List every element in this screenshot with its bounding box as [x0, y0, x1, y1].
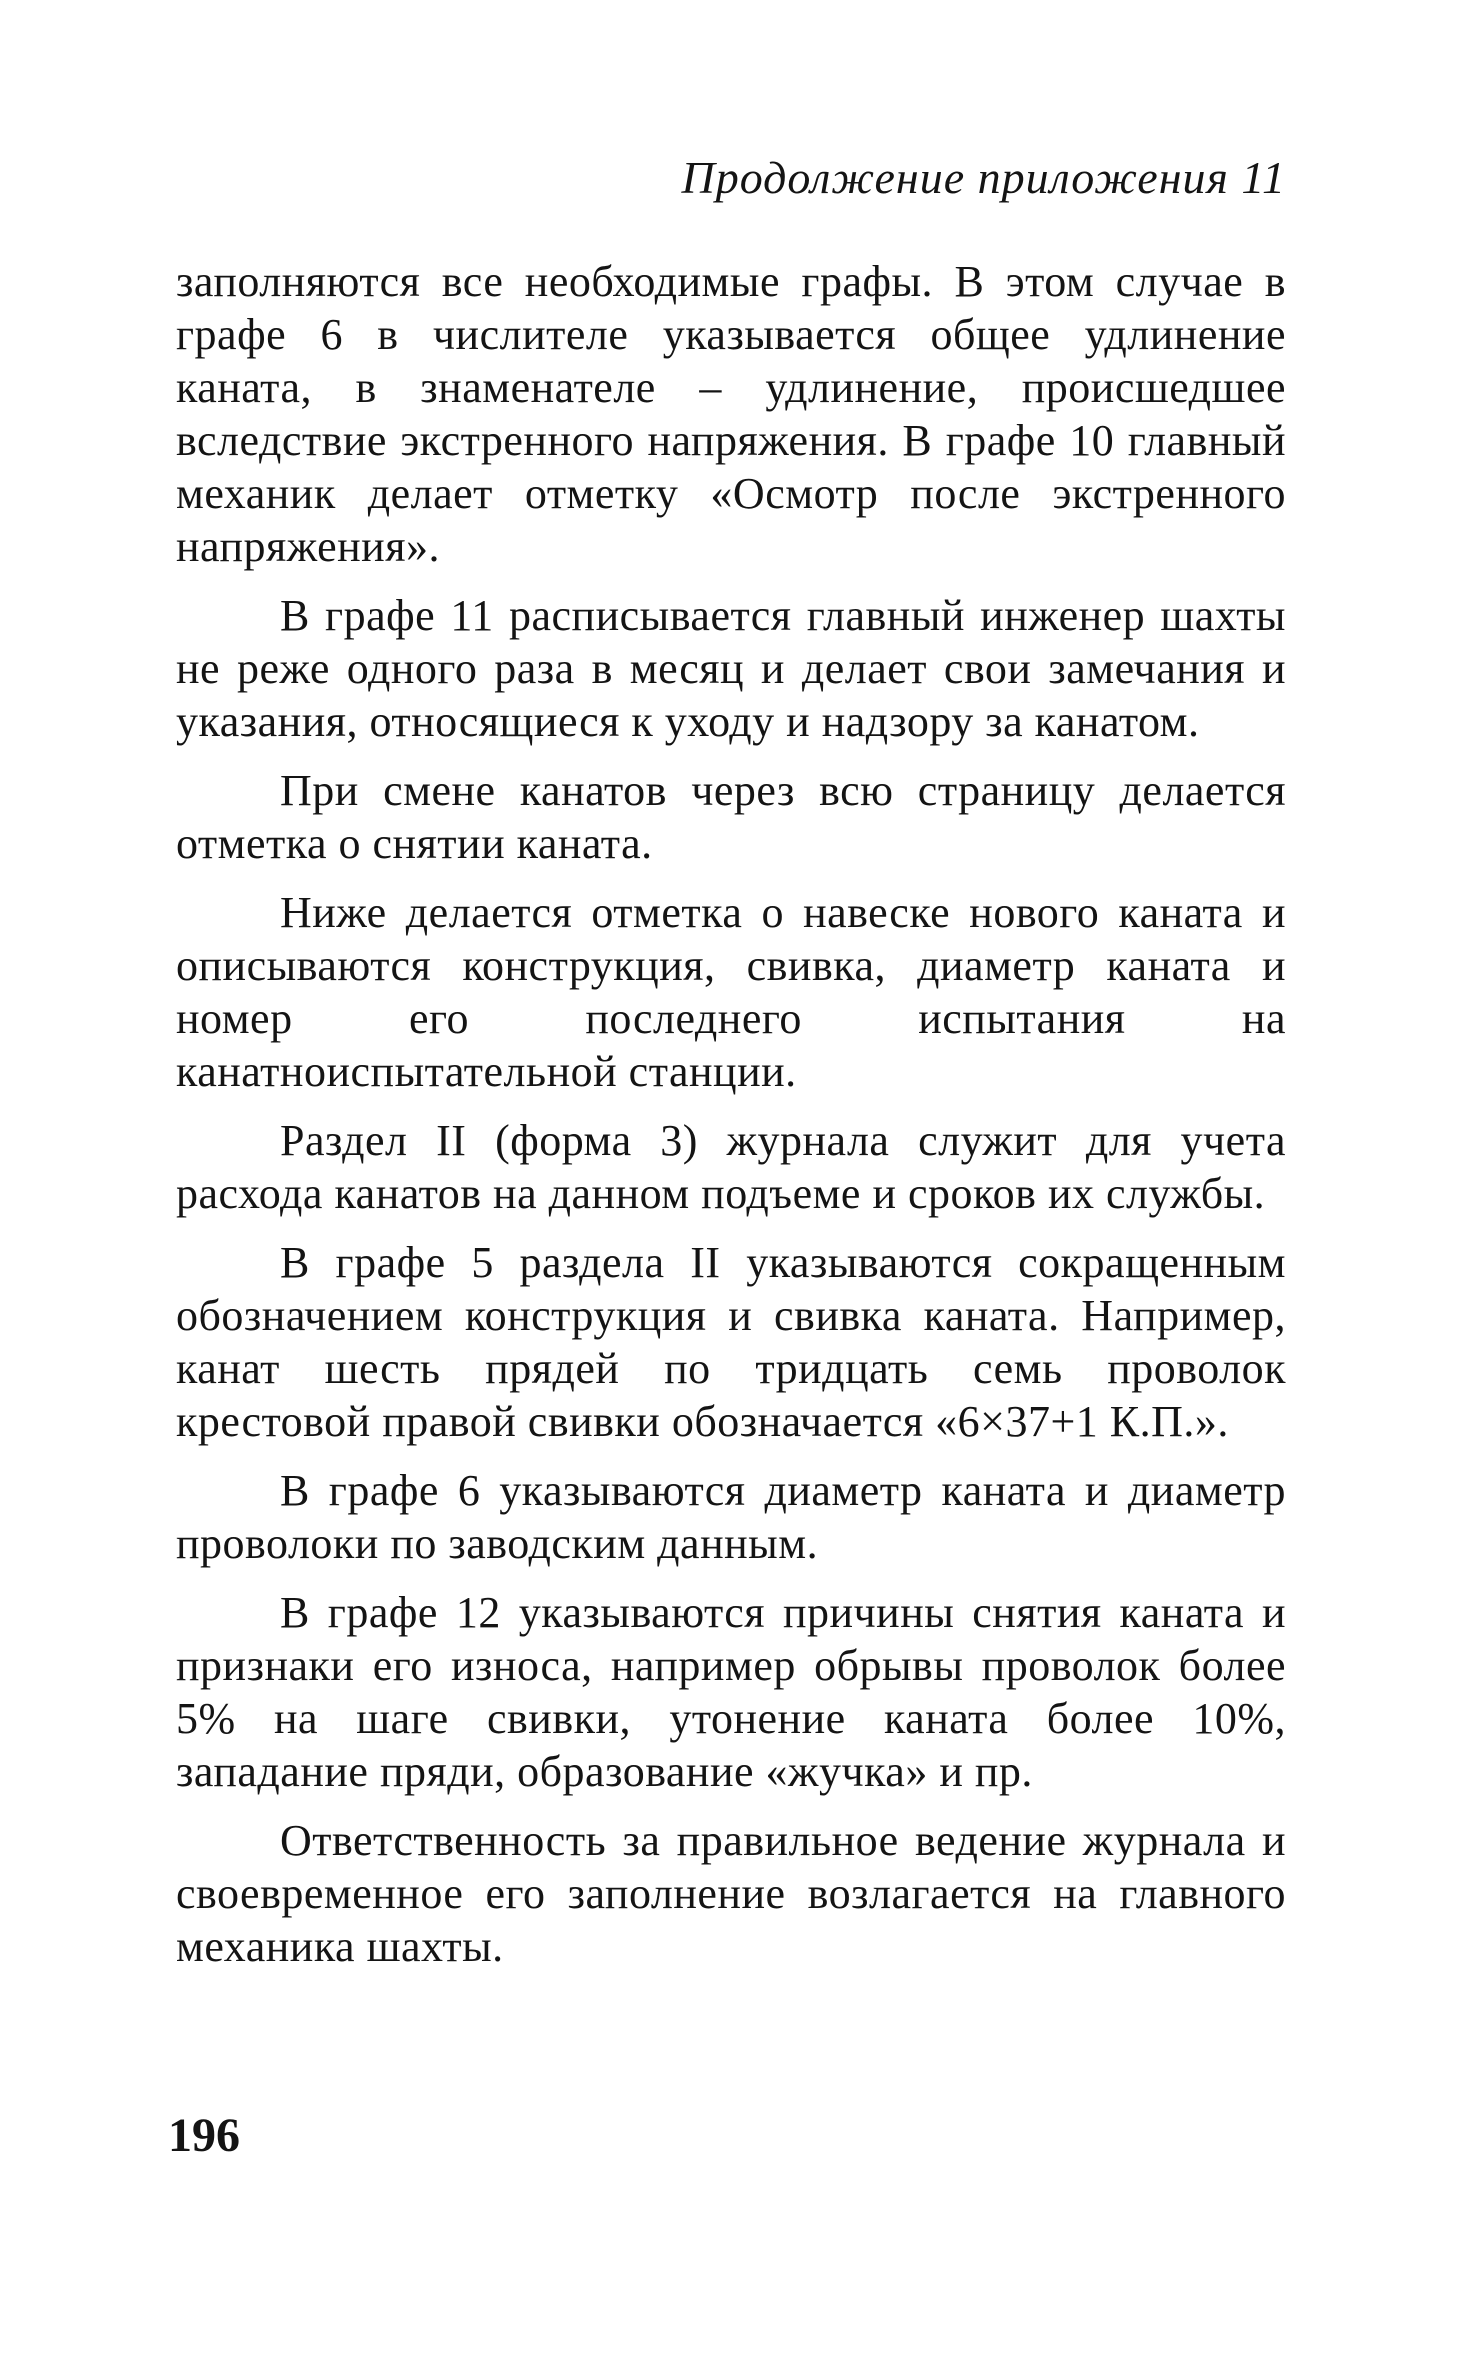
paragraph-section-two: Раздел II (форма 3) журнала служит для учета расхода канатов на данном подъеме и сроков их службы. [176, 1116, 1286, 1218]
paragraph-column-six: В графе 6 указываются диаметр каната и диаметр проволоки по заводским данным. [176, 1466, 1286, 1568]
paragraph-continuation: заполняются все необходимые графы. В этом случае в графе 6 в числителе указывается общее удлинение каната, в знаменателе – удлинение, происшедшее вследствие экстренного напряжения. В графе 10 главный механик делает отметку «Осмотр после экстренного напряжения». [176, 257, 1286, 571]
page-number: 196 [168, 2109, 240, 2162]
paragraph-chief-engineer: В графе 11 расписывается главный инженер шахты не реже одного раза в месяц и делает свои замечания и указания, относящиеся к уходу и надзору за канатом. [176, 591, 1286, 746]
paragraph-column-five: В графе 5 раздела II указываются сокращенным обозначением конструкция и свивка каната. Например, канат шесть прядей по тридцать семь проволок крестовой правой свивки обозначается «6×37+1 К.П.». [176, 1238, 1286, 1446]
paragraph-responsibility: Ответственность за правильное ведение журнала и своевременное его заполнение возлагается на главного механика шахты. [176, 1816, 1286, 1971]
body-text [176, 255, 1286, 1989]
paragraph-rope-change: При смене канатов через всю страницу делается отметка о снятии каната. [176, 766, 1286, 868]
running-header: Продолжение приложения 11 [681, 152, 1286, 203]
paragraph-column-twelve: В графе 12 указываются причины снятия каната и признаки его износа, например обрывы проволок более 5% на шаге свивки, утонение каната более 10%, западание пряди, образование «жучка» и пр. [176, 1588, 1286, 1796]
paragraph-new-rope: Ниже делается отметка о навеске нового каната и описываются конструкция, свивка, диаметр каната и номер его последнего испытания на канатноиспытательной станции. [176, 888, 1286, 1096]
